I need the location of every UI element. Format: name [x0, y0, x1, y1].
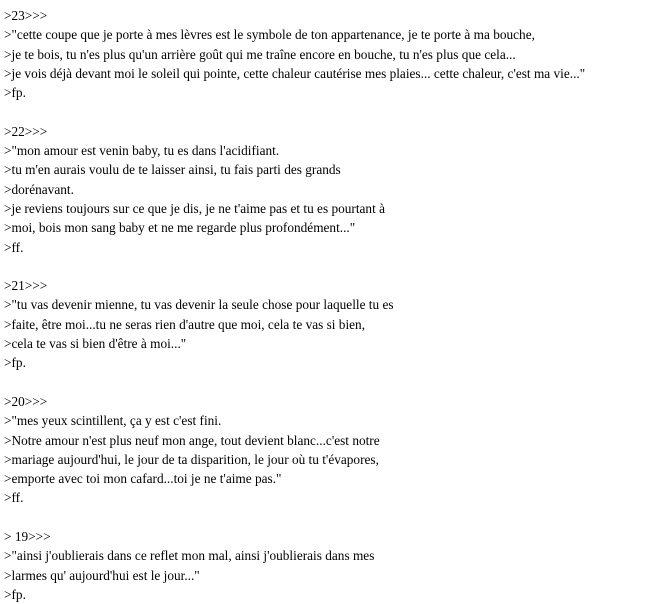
entry-line: >je reviens toujours sur ce que je dis, je ne t'aime pas et tu es pourtant à — [4, 200, 385, 216]
poem-entry-19 — [4, 527, 672, 604]
entry-line: >je te bois, tu n'es plus qu'un arrière goût qui me traîne encore en bouche, tu n'es plus que cela... — [4, 46, 516, 62]
poem-entry-22 — [4, 122, 672, 257]
poem-entry-21 — [4, 276, 672, 372]
entry-heading: >20>>> — [4, 393, 48, 409]
entry-line: >moi, bois mon sang baby et ne me regarde plus profondément..." — [4, 220, 356, 236]
entry-heading: >23>>> — [4, 8, 48, 23]
entry-line: >je vois déjà devant moi le soleil qui pointe, cette chaleur cautérise mes plaies... cette chaleur, c'est ma vie..." — [4, 65, 586, 81]
entry-heading: >21>>> — [4, 278, 48, 294]
entry-line: >"mes yeux scintillent, ça y est c'est fini. — [4, 413, 222, 429]
entry-line: >"tu vas devenir mienne, tu vas devenir la seule chose pour laquelle tu es — [4, 297, 394, 313]
entry-signature: >ff. — [4, 239, 24, 255]
entry-signature: >fp. — [4, 355, 26, 371]
entry-line: >"ainsi j'oublierais dans ce reflet mon mal, ainsi j'oublierais dans mes — [4, 548, 375, 564]
entry-line: >mariage aujourd'hui, le jour de ta disparition, le jour où tu t'évapores, — [4, 451, 379, 467]
entry-line: >"cette coupe que je porte à mes lèvres est le symbole de ton appartenance, je te porte à ma bouche, — [4, 27, 535, 43]
entry-signature: >fp. — [4, 586, 26, 602]
entry-signature: >fp. — [4, 85, 26, 101]
poem-entry-20 — [4, 392, 672, 508]
entry-line: >tu m'en aurais voulu de te laisser ainsi, tu fais parti des grands — [4, 162, 341, 178]
entry-line: >dorénavant. — [4, 181, 74, 197]
entry-heading: > 19>>> — [4, 529, 51, 545]
entry-line: >cela te vas si bien d'être à moi..." — [4, 336, 187, 352]
entry-heading: >22>>> — [4, 123, 48, 139]
entry-line: >larmes qu' aujourd'hui est le jour..." — [4, 567, 200, 583]
entry-line: >Notre amour n'est plus neuf mon ange, tout devient blanc...c'est notre — [4, 432, 380, 448]
poem-entry-23 — [4, 6, 672, 102]
entry-line: >emporte avec toi mon cafard...toi je ne t'aime pas." — [4, 471, 282, 487]
entry-signature: >ff. — [4, 490, 24, 506]
entry-line: >faite, être moi...tu ne seras rien d'autre que moi, cela te vas si bien, — [4, 316, 366, 332]
entry-line: >"mon amour est venin baby, tu es dans l'acidifiant. — [4, 143, 280, 159]
